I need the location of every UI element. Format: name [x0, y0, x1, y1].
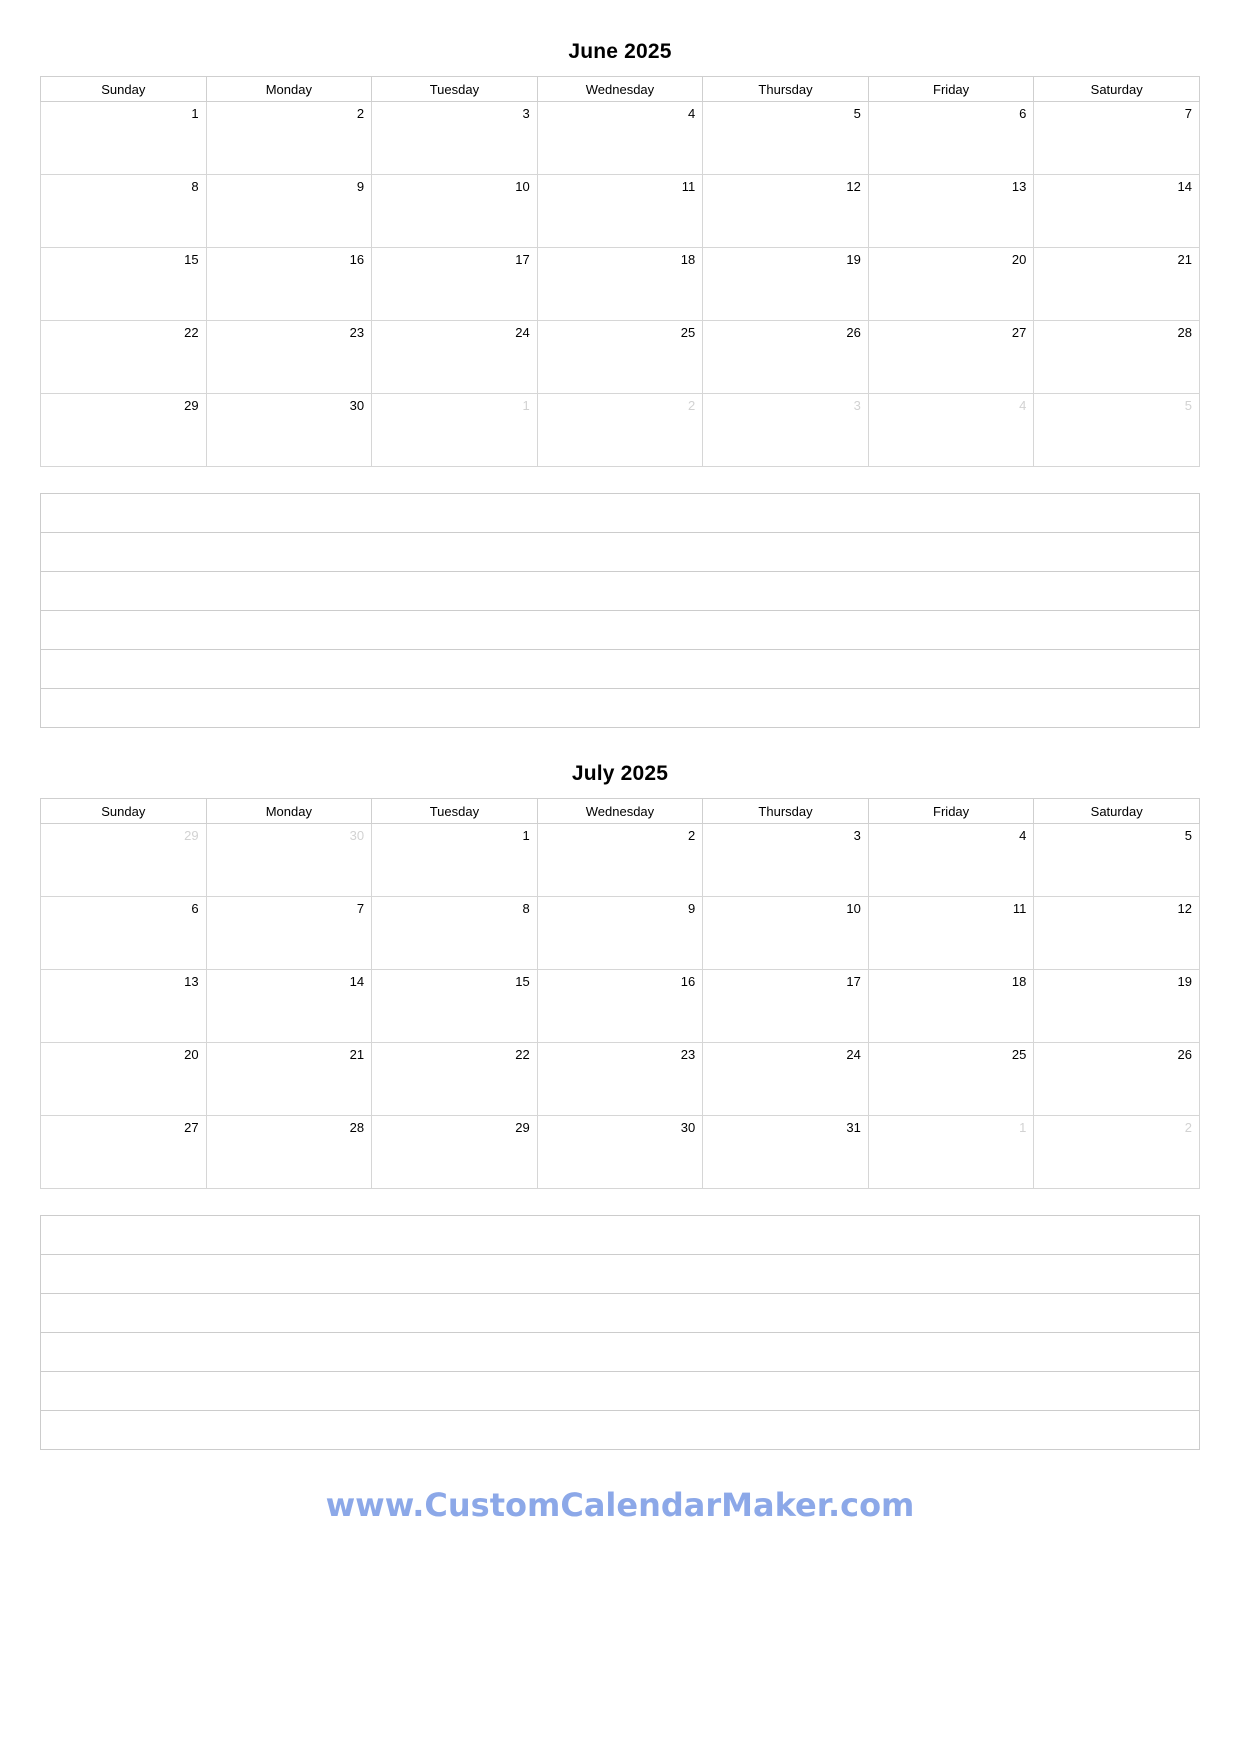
calendar-day-cell[interactable]: 15 [41, 248, 207, 321]
calendar-day-cell[interactable]: 16 [206, 248, 372, 321]
calendar-body-july [41, 824, 1200, 1189]
notes-line[interactable] [41, 494, 1200, 533]
notes-row [41, 572, 1200, 611]
calendar-week-row [41, 897, 1200, 970]
calendar-day-cell[interactable]: 19 [703, 248, 869, 321]
calendar-week-row [41, 1116, 1200, 1189]
notes-row [41, 689, 1200, 728]
calendar-day-cell[interactable]: 30 [206, 394, 372, 467]
calendar-day-cell[interactable]: 3 [703, 394, 869, 467]
calendar-day-cell[interactable]: 1 [41, 102, 207, 175]
weekday-header-friday: Friday [868, 799, 1034, 824]
calendar-day-cell[interactable]: 29 [41, 394, 207, 467]
calendar-day-cell[interactable]: 6 [868, 102, 1034, 175]
calendar-day-cell[interactable]: 25 [537, 321, 703, 394]
calendar-week-row [41, 102, 1200, 175]
calendar-day-cell[interactable]: 19 [1034, 970, 1200, 1043]
notes-line[interactable] [41, 1372, 1200, 1411]
calendar-day-cell[interactable]: 29 [372, 1116, 538, 1189]
notes-row [41, 1255, 1200, 1294]
notes-line[interactable] [41, 611, 1200, 650]
notes-row [41, 1216, 1200, 1255]
notes-area-july [40, 1215, 1200, 1450]
footer [40, 1486, 1200, 1524]
calendar-day-cell[interactable]: 14 [1034, 175, 1200, 248]
calendar-day-cell[interactable]: 22 [372, 1043, 538, 1116]
calendar-day-cell[interactable]: 14 [206, 970, 372, 1043]
calendar-day-cell[interactable]: 3 [372, 102, 538, 175]
calendar-day-cell[interactable]: 22 [41, 321, 207, 394]
calendar-day-cell[interactable]: 27 [41, 1116, 207, 1189]
weekday-header-wednesday: Wednesday [537, 799, 703, 824]
weekday-header-saturday: Saturday [1034, 799, 1200, 824]
calendar-day-cell[interactable]: 1 [868, 1116, 1034, 1189]
weekday-header-monday: Monday [206, 77, 372, 102]
calendar-day-cell[interactable]: 10 [372, 175, 538, 248]
weekday-header-thursday: Thursday [703, 77, 869, 102]
calendar-day-cell[interactable]: 20 [41, 1043, 207, 1116]
calendar-day-cell[interactable]: 5 [703, 102, 869, 175]
calendar-week-row [41, 394, 1200, 467]
calendar-day-cell[interactable]: 21 [206, 1043, 372, 1116]
calendar-day-cell[interactable]: 1 [372, 824, 538, 897]
calendar-day-cell[interactable]: 30 [206, 824, 372, 897]
calendar-day-cell[interactable]: 24 [703, 1043, 869, 1116]
calendar-day-cell[interactable]: 26 [703, 321, 869, 394]
calendar-day-cell[interactable]: 8 [41, 175, 207, 248]
notes-line[interactable] [41, 1411, 1200, 1450]
calendar-day-cell[interactable]: 2 [1034, 1116, 1200, 1189]
calendar-day-cell[interactable]: 13 [41, 970, 207, 1043]
notes-line[interactable] [41, 1216, 1200, 1255]
notes-row [41, 611, 1200, 650]
calendar-day-cell[interactable]: 18 [868, 970, 1034, 1043]
weekday-header-saturday: Saturday [1034, 77, 1200, 102]
calendar-week-row [41, 321, 1200, 394]
calendar-day-cell[interactable]: 2 [206, 102, 372, 175]
section-spacer [40, 728, 1200, 752]
notes-line[interactable] [41, 533, 1200, 572]
calendar-grid-july [40, 798, 1200, 1189]
notes-line[interactable] [41, 1255, 1200, 1294]
weekday-header-tuesday: Tuesday [372, 77, 538, 102]
calendar-body-june [41, 102, 1200, 467]
calendar-day-cell[interactable]: 4 [868, 394, 1034, 467]
calendar-day-cell[interactable]: 5 [1034, 394, 1200, 467]
calendar-week-row [41, 175, 1200, 248]
calendar-day-cell[interactable]: 12 [703, 175, 869, 248]
notes-row [41, 650, 1200, 689]
calendar-week-row [41, 970, 1200, 1043]
calendar-day-cell[interactable]: 8 [372, 897, 538, 970]
calendar-day-cell[interactable]: 6 [41, 897, 207, 970]
calendar-day-cell[interactable]: 16 [537, 970, 703, 1043]
calendar-day-cell[interactable]: 9 [206, 175, 372, 248]
notes-area-june [40, 493, 1200, 728]
calendar-week-row [41, 1043, 1200, 1116]
calendar-day-cell[interactable]: 12 [1034, 897, 1200, 970]
notes-row [41, 1411, 1200, 1450]
month-block-july [40, 762, 1200, 1450]
calendar-day-cell[interactable]: 31 [703, 1116, 869, 1189]
calendar-day-cell[interactable]: 17 [703, 970, 869, 1043]
weekday-header-friday: Friday [868, 77, 1034, 102]
calendar-day-cell[interactable]: 29 [41, 824, 207, 897]
calendar-day-cell[interactable]: 17 [372, 248, 538, 321]
month-block-june [40, 40, 1200, 728]
calendar-day-cell[interactable]: 4 [868, 824, 1034, 897]
calendar-day-cell[interactable]: 5 [1034, 824, 1200, 897]
calendar-week-row [41, 824, 1200, 897]
notes-line[interactable] [41, 650, 1200, 689]
calendar-day-cell[interactable]: 7 [206, 897, 372, 970]
calendar-day-cell[interactable]: 25 [868, 1043, 1034, 1116]
calendar-day-cell[interactable]: 24 [372, 321, 538, 394]
calendar-day-cell[interactable]: 13 [868, 175, 1034, 248]
notes-row [41, 1294, 1200, 1333]
weekday-header-row [41, 799, 1200, 824]
calendar-day-cell[interactable]: 28 [1034, 321, 1200, 394]
calendar-day-cell[interactable]: 18 [537, 248, 703, 321]
notes-line[interactable] [41, 689, 1200, 728]
notes-line[interactable] [41, 1294, 1200, 1333]
calendar-day-cell[interactable]: 10 [703, 897, 869, 970]
weekday-header-monday: Monday [206, 799, 372, 824]
weekday-header-thursday: Thursday [703, 799, 869, 824]
weekday-header-sunday: Sunday [41, 799, 207, 824]
calendar-day-cell[interactable]: 2 [537, 394, 703, 467]
calendar-week-row [41, 248, 1200, 321]
calendar-day-cell[interactable]: 27 [868, 321, 1034, 394]
calendar-day-cell[interactable]: 1 [372, 394, 538, 467]
month-title: June 2025 [568, 40, 672, 63]
calendar-day-cell[interactable]: 26 [1034, 1043, 1200, 1116]
calendar-day-cell[interactable]: 30 [537, 1116, 703, 1189]
notes-body-july [41, 1216, 1200, 1450]
calendar-day-cell[interactable]: 21 [1034, 248, 1200, 321]
calendar-day-cell[interactable]: 15 [372, 970, 538, 1043]
notes-line[interactable] [41, 572, 1200, 611]
calendar-day-cell[interactable]: 23 [537, 1043, 703, 1116]
calendar-day-cell[interactable]: 23 [206, 321, 372, 394]
calendar-day-cell[interactable]: 2 [537, 824, 703, 897]
notes-row [41, 1333, 1200, 1372]
notes-line[interactable] [41, 1333, 1200, 1372]
weekday-header-tuesday: Tuesday [372, 799, 538, 824]
notes-body-june [41, 494, 1200, 728]
calendar-day-cell[interactable]: 11 [868, 897, 1034, 970]
notes-row [41, 494, 1200, 533]
weekday-header-wednesday: Wednesday [537, 77, 703, 102]
calendar-day-cell[interactable]: 9 [537, 897, 703, 970]
notes-row [41, 1372, 1200, 1411]
weekday-header-row [41, 77, 1200, 102]
calendar-grid-june [40, 76, 1200, 467]
calendar-day-cell[interactable]: 20 [868, 248, 1034, 321]
calendar-day-cell[interactable]: 11 [537, 175, 703, 248]
calendar-day-cell[interactable]: 3 [703, 824, 869, 897]
notes-row [41, 533, 1200, 572]
calendar-day-cell[interactable]: 4 [537, 102, 703, 175]
website-link[interactable]: www.CustomCalendarMaker.com [325, 1486, 915, 1524]
calendar-day-cell[interactable]: 28 [206, 1116, 372, 1189]
calendar-day-cell[interactable]: 7 [1034, 102, 1200, 175]
month-title: July 2025 [571, 762, 669, 785]
weekday-header-sunday: Sunday [41, 77, 207, 102]
